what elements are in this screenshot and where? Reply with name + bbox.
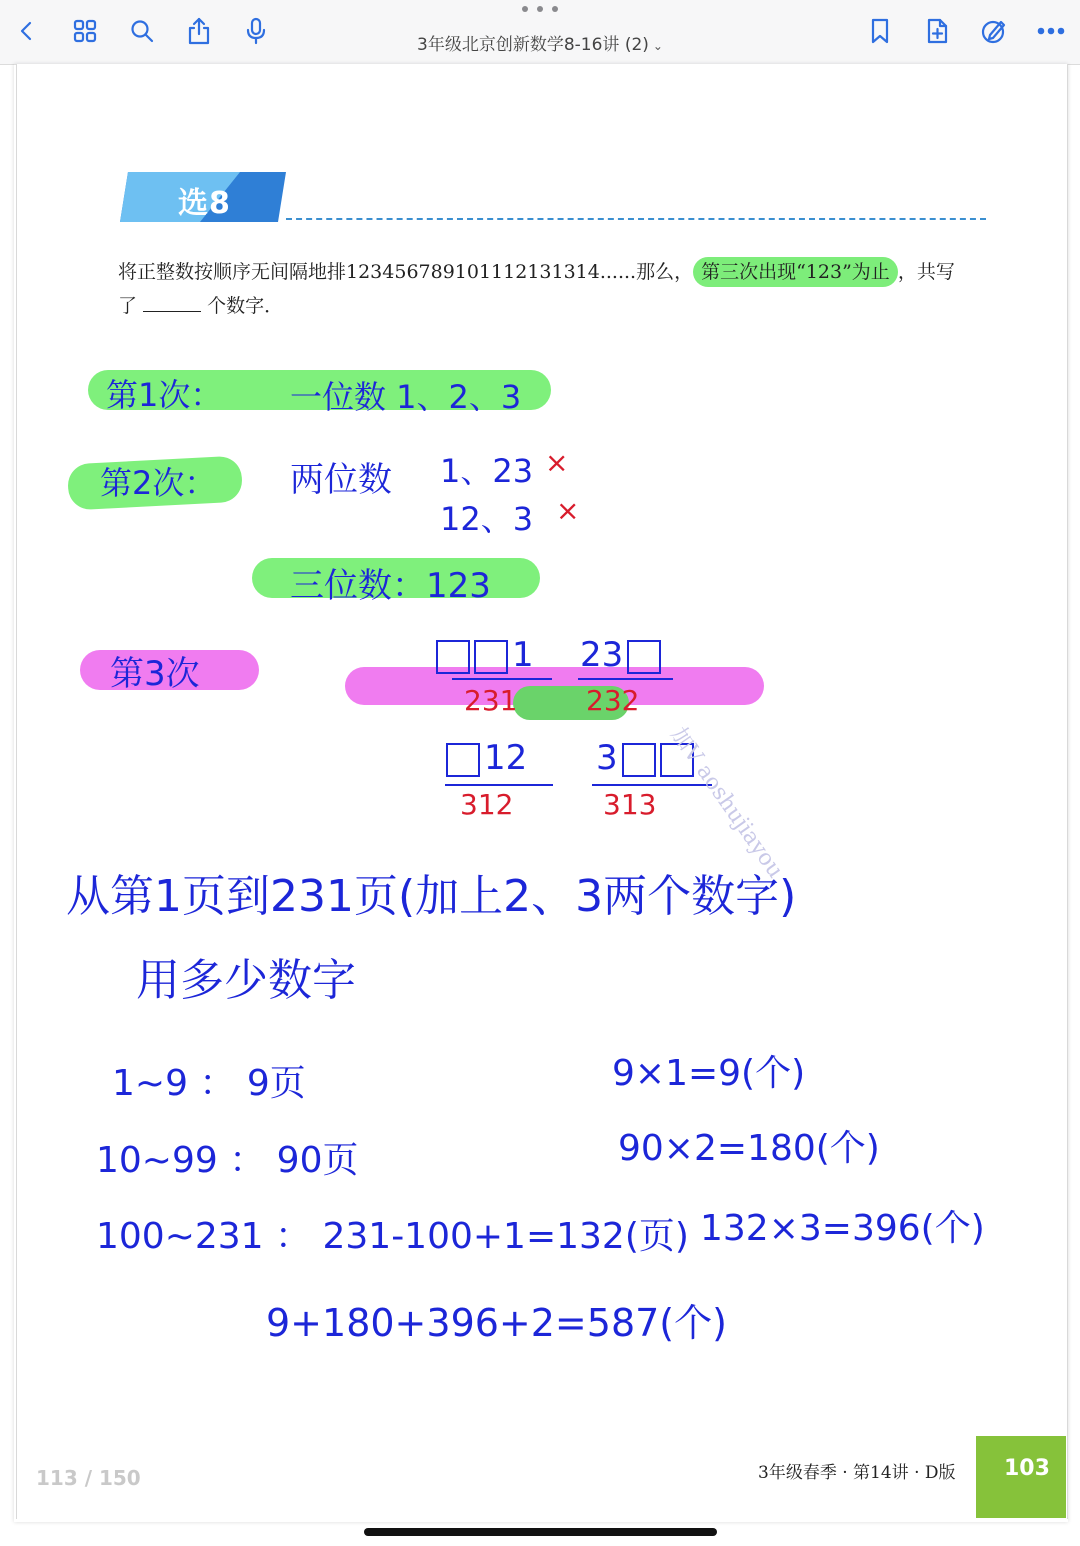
- calc-1-left: 1~9 ： 9页: [112, 1063, 306, 1104]
- back-icon[interactable]: [10, 14, 44, 48]
- pattern-b: [580, 635, 665, 675]
- calc-2-right: 90×2=180(个): [618, 1128, 880, 1169]
- second-label: 第2次：: [100, 464, 217, 502]
- pattern-d-answer: 313: [603, 788, 657, 821]
- pattern-a: [436, 635, 534, 675]
- second-try-2: 12、3: [440, 500, 534, 538]
- first-content: 一位数 1、2、3: [290, 378, 522, 416]
- footer-course: 3年级春季 · 第14讲 · D版: [758, 1463, 956, 1483]
- question-post: ，共写: [897, 261, 955, 283]
- microphone-icon[interactable]: [239, 14, 273, 48]
- page-number: 103: [1004, 1456, 1050, 1481]
- document-title[interactable]: [390, 30, 690, 55]
- question-text: [118, 255, 998, 323]
- underline: [452, 678, 552, 680]
- blank-box: [446, 743, 480, 777]
- question-highlight: 第三次出现“123”为止: [693, 257, 898, 287]
- cross-mark-2: ×: [556, 494, 580, 527]
- underline: [578, 678, 673, 680]
- blank-box: [436, 640, 470, 674]
- search-icon[interactable]: [125, 14, 159, 48]
- question-line2-pre: 了: [118, 295, 138, 317]
- pattern-c: [446, 738, 527, 778]
- calc-2-left: 10~99 ： 90页: [96, 1140, 359, 1181]
- watermark: 加V aoshujiayou: [665, 722, 788, 883]
- question-line2-post: 个数字．: [207, 295, 284, 317]
- page-counter: 113 / 150: [36, 1466, 141, 1490]
- first-label: 第1次：: [106, 376, 223, 414]
- pattern-a-answer: 231: [464, 684, 518, 717]
- add-page-icon[interactable]: [920, 14, 954, 48]
- blank-box: [474, 640, 508, 674]
- window-drag-handle[interactable]: [522, 6, 558, 16]
- three-digit: 三位数：123: [290, 566, 491, 606]
- grid-icon[interactable]: [68, 14, 102, 48]
- calc-3-left: 100~231 ： 231-100+1=132(页): [96, 1216, 689, 1257]
- calc-3-right: 132×3=396(个): [700, 1208, 985, 1249]
- answer-blank: [143, 293, 201, 312]
- pattern-b-answer: 232: [586, 684, 640, 717]
- total: 9+180+396+2=587(个): [266, 1301, 727, 1345]
- second-try-1: 1、23: [440, 452, 534, 490]
- pattern-a-digit: 1: [512, 635, 534, 675]
- calc-1-right: 9×1=9(个): [612, 1053, 806, 1094]
- bookmark-icon[interactable]: [863, 14, 897, 48]
- explain-line-2: 用多少数字: [136, 955, 356, 1006]
- pattern-d-digit: 3: [596, 738, 618, 778]
- second-content: 两位数: [290, 460, 392, 500]
- cross-mark-1: ×: [545, 446, 569, 479]
- blank-box: [627, 640, 661, 674]
- markup-icon[interactable]: [977, 14, 1011, 48]
- question-pre: 将正整数按顺序无间隔地排123456789101112131314......那么，: [118, 261, 694, 283]
- section-label: 选8: [178, 186, 231, 221]
- section-divider: [286, 218, 986, 220]
- underline: [592, 784, 712, 786]
- pattern-c-answer: 312: [460, 788, 514, 821]
- blank-box: [622, 743, 656, 777]
- more-icon[interactable]: [1034, 14, 1068, 48]
- chevron-down-icon: ⌄: [652, 39, 663, 53]
- share-icon[interactable]: [182, 14, 216, 48]
- top-toolbar: [0, 0, 1080, 65]
- third-label: 第3次: [110, 654, 200, 694]
- home-indicator[interactable]: [364, 1528, 717, 1536]
- underline: [445, 784, 553, 786]
- explain-line-1: 从第1页到231页(加上2、3两个数字): [66, 871, 797, 922]
- document-title-text: 3年级北京创新数学8-16讲 (2): [417, 35, 649, 55]
- pattern-c-digits: 12: [484, 738, 528, 778]
- pattern-b-digits: 23: [580, 635, 624, 675]
